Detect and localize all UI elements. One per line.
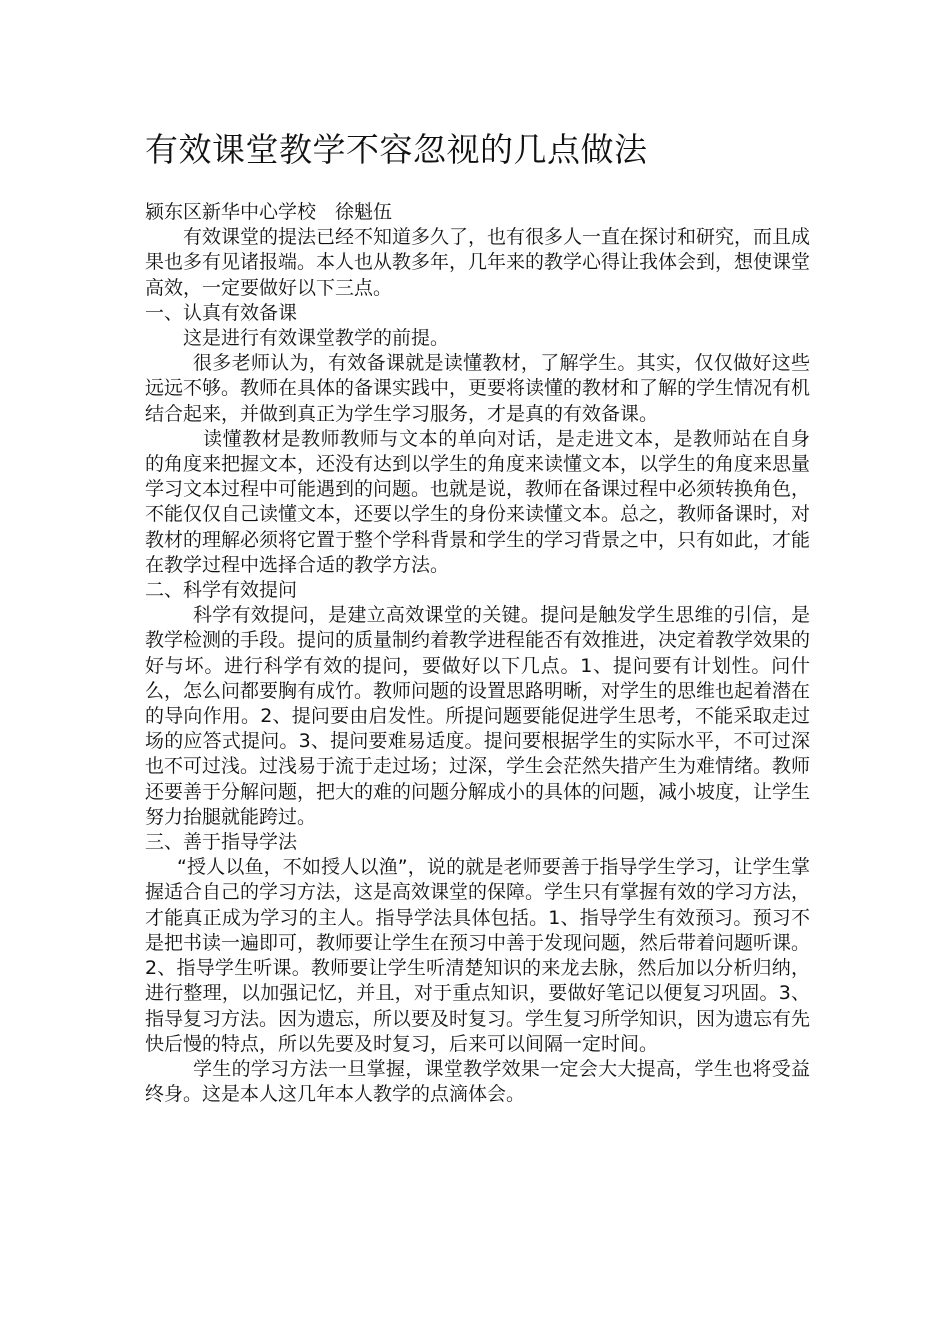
document-page (145, 0, 810, 1344)
section3-paragraph-2: 学生的学习方法一旦掌握，课堂教学效果一定会大大提高，学生也将受益终身。这是本人这几年本人教学的点滴体会。 (145, 1057, 810, 1106)
page-title: 有效课堂教学不容忽视的几点做法 (145, 130, 648, 169)
section-heading-1: 一、认真有效备课 (145, 301, 298, 324)
section-heading-2: 二、科学有效提问 (145, 579, 298, 602)
section1-paragraph-2: 很多老师认为，有效备课就是读懂教材，了解学生。其实，仅仅做好这些远远不够。教师在具体的备课实践中，更要将读懂的教材和了解的学生情况有机结合起来，并做到真正为学生学习服务，才是真的有效备课。 (145, 352, 811, 425)
intro-paragraph: 有效课堂的提法已经不知道多久了，也有很多人一直在探讨和研究，而且成果也多有见诸报端。本人也从教多年，几年来的教学心得让我体会到，想使课堂高效，一定要做好以下三点。 (145, 226, 811, 299)
section3-paragraph-1: “授人以鱼，不如授人以渔”，说的就是老师要善于指导学生学习，让学生掌握适合自己的学习方法，这是高效课堂的保障。学生只有掌握有效的学习方法，才能真正成为学习的主人。指导学法具体包括。1、指导学生有效预习。预习不是把书读一遍即可，教师要让学生在预习中善于发现问题，然后带着问题听课。2、指导学生听课。教师要让学生听清楚知识的来龙去脉，然后加以分析归纳，进行整理，以加强记忆，并且，对于重点知识，要做好笔记以便复习巩固。3、指导复习方法。因为遗忘，所以要及时复习。学生复习所学知识，因为遗忘有先快后慢的特点，所以先要及时复习，后来可以间隔一定时间。 (145, 856, 811, 1055)
section1-paragraph-1: 这是进行有效课堂教学的前提。 (183, 327, 450, 350)
section2-paragraph-1: 科学有效提问，是建立高效课堂的关键。提问是触发学生思维的引信，是教学检测的手段。提问的质量制约着教学进程能否有效推进，决定着教学效果的好与坏。进行科学有效的提问，要做好以下几点。1、提问要有计划性。问什么，怎么问都要胸有成竹。教师问题的设置思路明晰，对学生的思维也起着潜在的导向作用。2、提问要由启发性。所提问题要能促进学生思考，不能采取走过场的应答式提问。3、提问要难易适度。提问要根据学生的实际水平，不可过深也不可过浅。过浅易于流于走过场；过深，学生会茫然失措产生为难情绪。教师还要善于分解问题，把大的难的问题分解成小的具体的问题，减小坡度，让学生努力抬腿就能跨过。 (145, 604, 811, 828)
author-line: 颍东区新华中心学校 徐魁伍 (145, 201, 393, 223)
section-heading-3: 三、善于指导学法 (145, 831, 298, 854)
section1-paragraph-3: 读懂教材是教师教师与文本的单向对话，是走进文本，是教师站在自身的角度来把握文本，还没有达到以学生的角度来读懂文本，以学生的角度来思量学习文本过程中可能遇到的问题。也就是说，教师在备课过程中必须转换角色，不能仅仅自己读懂文本，还要以学生的身份来读懂文本。总之，教师备课时，对教材的理解必须将它置于整个学科背景和学生的学习背景之中，只有如此，才能在教学过程中选择合适的教学方法。 (145, 427, 811, 576)
document-body (145, 200, 810, 1107)
